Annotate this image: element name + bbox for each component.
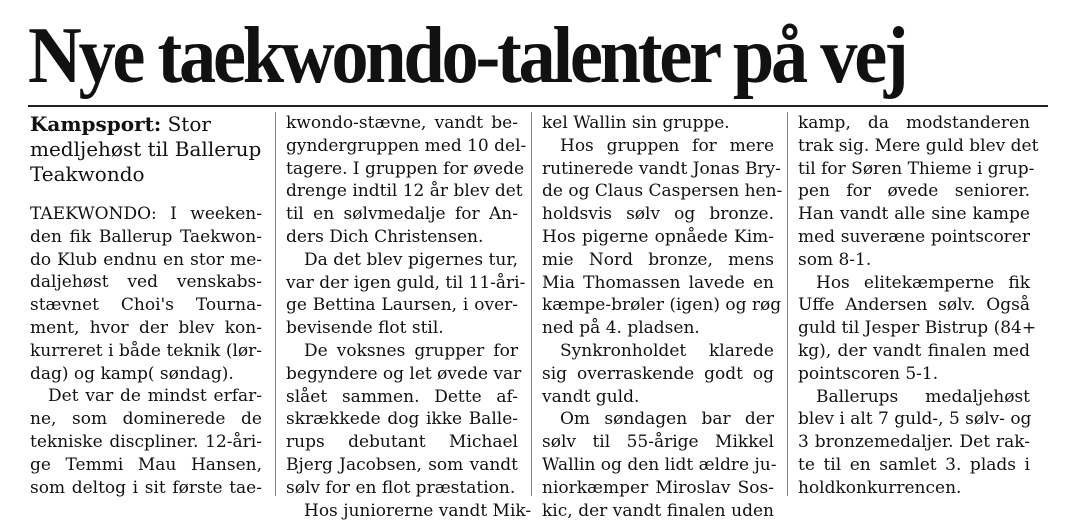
paragraph xyxy=(286,112,527,249)
text-line: ge Bettina Laursen, i over- xyxy=(286,295,518,316)
column-divider xyxy=(787,112,788,496)
text-line: Ballerups medaljehøst xyxy=(816,386,1030,407)
text-line: pointscoren 5-1. xyxy=(798,363,939,384)
text-line: drenge indtil 12 år blev det xyxy=(286,181,523,202)
text-line: TAEKWONDO: I weeken- xyxy=(30,204,262,224)
text-line: vandt guld. xyxy=(542,386,640,407)
text-line: Wallin og den lidt ældre ju- xyxy=(542,454,777,475)
lead-paragraph xyxy=(30,112,262,187)
text-line: niorkæmper Miroslav Sos- xyxy=(542,477,774,498)
paragraph xyxy=(286,500,532,523)
text-line: kurreret i både teknik (lør- xyxy=(30,340,262,361)
text-line: Hos juniorerne vandt Mik- xyxy=(304,500,532,521)
text-line: Han vandt alle sine kampe xyxy=(798,204,1030,225)
text-line: Uffe Andersen sølv. Også xyxy=(798,295,1030,316)
text-line: te til en samlet 3. plads i xyxy=(798,454,1030,475)
column-2 xyxy=(286,112,532,522)
paragraph xyxy=(798,112,1039,272)
text-line: guld til Jesper Bistrup (84+ xyxy=(798,318,1037,339)
text-line: Da det blev pigernes tur, xyxy=(304,249,518,270)
text-line: ned på 4. pladsen. xyxy=(542,318,700,339)
paragraph xyxy=(542,135,783,340)
paragraph xyxy=(286,340,522,500)
text-line: Synkronholdet klarede xyxy=(560,340,774,361)
paragraph xyxy=(30,385,262,499)
text-line: ders Dich Christensen. xyxy=(286,226,484,247)
text-line: til for Søren Thieme i grup- xyxy=(798,158,1035,179)
text-line: holdsvis sølv og bronze. xyxy=(542,204,774,225)
text-line: ne, som dominerede de xyxy=(30,409,262,430)
text-line: kic, der vandt finalen uden xyxy=(542,500,774,521)
text-line: sig overraskende godt og xyxy=(542,363,774,384)
text-line: kel Wallin sin gruppe. xyxy=(542,113,730,133)
text-line: til en sølvmedalje for An- xyxy=(286,204,518,225)
text-line: ge Temmi Mau Hansen, xyxy=(30,454,262,475)
column-1 xyxy=(30,112,262,499)
column-4 xyxy=(798,112,1039,500)
text-line: trak sig. Mere guld blev det xyxy=(798,135,1039,156)
text-line: holdkonkurrencen. xyxy=(798,477,962,498)
text-line: gyndergruppen med 10 del- xyxy=(286,135,527,156)
text-line: tekniske discpliner. 12-åri- xyxy=(30,431,262,452)
text-line: ment, hvor der blev kon- xyxy=(30,317,262,338)
paragraph xyxy=(798,272,1037,386)
text-line: De voksnes grupper for xyxy=(304,340,518,361)
text-line: som deltog i sit første tae- xyxy=(30,477,262,498)
text-line: Hos elitekæmperne fik xyxy=(816,272,1030,293)
text-line: de og Claus Caspersen hen- xyxy=(542,181,783,202)
text-line: tagere. I gruppen for øvede xyxy=(286,158,525,179)
text-line: 3 bronzemedaljer. Det rak- xyxy=(798,432,1030,453)
text-line: kæmpe-brøler (igen) og røg xyxy=(542,295,782,316)
text-line: mie Nord bronze, mens xyxy=(542,249,774,270)
text-line: Om søndagen bar der xyxy=(560,409,774,430)
text-line: slået sammen. Dette af- xyxy=(286,386,518,407)
text-line: bevisende flot stil. xyxy=(286,318,444,339)
text-line: Bjerg Jacobsen, som vandt xyxy=(286,454,518,475)
lead-line-2: medljehøst til Ballerup xyxy=(30,137,262,161)
paragraph xyxy=(286,249,526,340)
text-line: stævnet Choi's Tourna- xyxy=(30,295,262,316)
column-divider xyxy=(275,112,276,496)
text-line: rups debutant Michael xyxy=(286,432,518,453)
column-divider xyxy=(531,112,532,496)
text-line: Hos pigerne opnåede Kim- xyxy=(542,226,774,247)
column-3 xyxy=(542,112,783,522)
headline-rule xyxy=(28,105,1048,107)
text-line: dag) og kamp( søndag). xyxy=(30,363,234,384)
text-line: rutinerede vandt Jonas Bry- xyxy=(542,158,781,179)
text-line: kg), der vandt finalen med xyxy=(798,340,1030,361)
text-line: daljehøst ved venskabs- xyxy=(30,272,262,293)
text-line: blev i alt 7 guld-, 5 sølv- og xyxy=(798,409,1032,430)
text-line: sølv for en flot præstation. xyxy=(286,477,516,498)
text-line: skrækkede dog ikke Balle- xyxy=(286,409,518,430)
lead-line-1: Stor xyxy=(167,112,211,136)
paragraph xyxy=(30,203,262,385)
text-line: Det var de mindst erfar- xyxy=(48,386,262,407)
text-line: kwondo-stævne, vandt be- xyxy=(286,113,518,133)
text-line: kamp, da modstanderen xyxy=(798,113,1030,133)
paragraph xyxy=(542,408,777,522)
text-line: med suveræne pointscorer xyxy=(798,226,1030,247)
kicker: Kampsport: xyxy=(30,112,162,136)
text-line: sølv til 55-årige Mikkel xyxy=(542,432,774,453)
lead-line-3: Teakwondo xyxy=(30,162,145,186)
paragraph xyxy=(542,112,774,135)
text-line: den fik Ballerup Taekwon- xyxy=(30,226,262,247)
text-line: begyndere og let øvede var xyxy=(286,363,522,384)
text-line: Mia Thomassen lavede en xyxy=(542,272,774,293)
text-line: pen for øvede seniorer. xyxy=(798,181,1030,202)
text-line: do Klub endnu en stor me- xyxy=(30,249,262,270)
text-line: var der igen guld, til 11-åri- xyxy=(286,272,526,293)
text-line: som 8-1. xyxy=(798,249,872,270)
paragraph xyxy=(798,386,1030,500)
headline: Nye taekwondo-talenter på vej xyxy=(28,12,906,100)
paragraph xyxy=(542,340,774,408)
text-line: Hos gruppen for mere xyxy=(560,135,774,156)
